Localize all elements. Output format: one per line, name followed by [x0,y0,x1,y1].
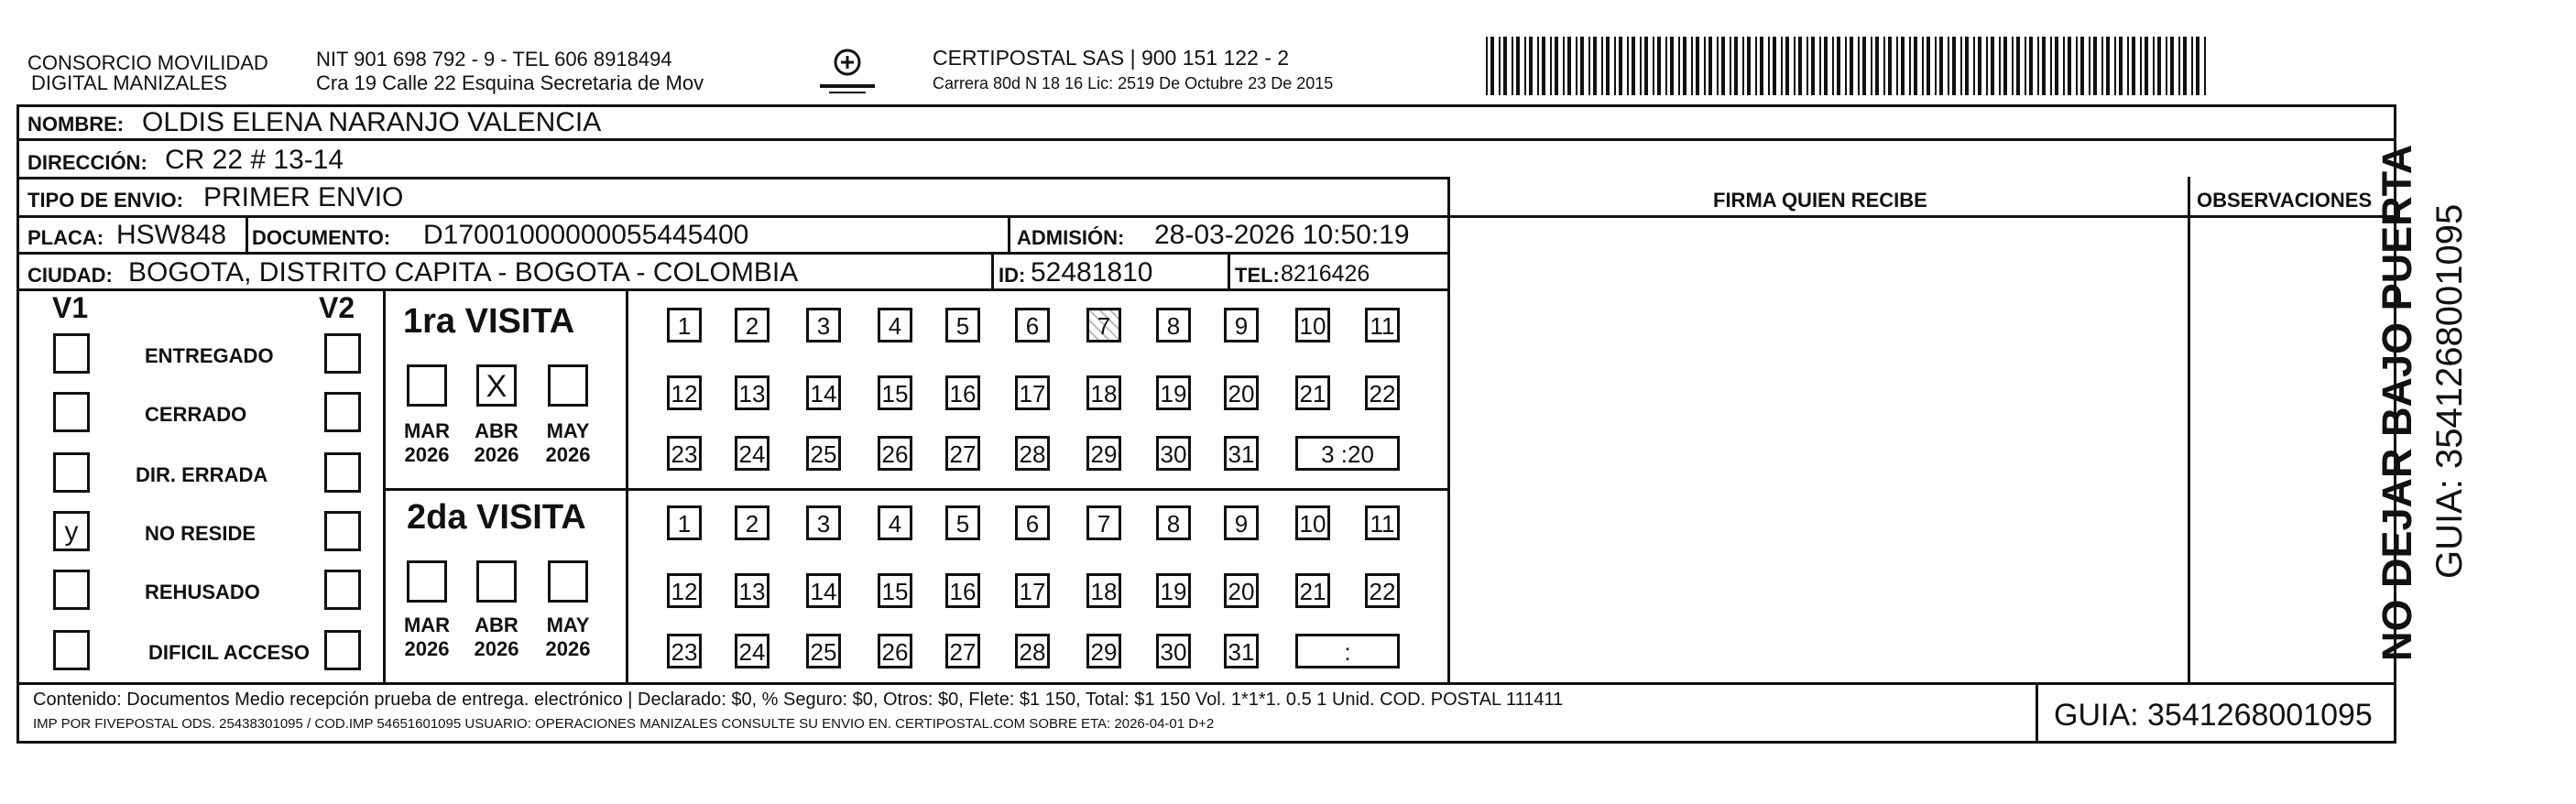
day-box[interactable]: 29 [1086,436,1121,471]
documento-label: DOCUMENTO: [252,226,391,249]
month-checkbox[interactable] [548,560,588,603]
day-box[interactable]: 31 [1224,436,1259,471]
day-box[interactable]: 6 [1015,308,1050,342]
day-box[interactable]: 5 [945,308,980,342]
day-box[interactable]: 26 [878,634,912,668]
placa-value: HSW848 [116,220,227,250]
month-label: MAY [546,419,590,442]
day-box[interactable]: 7 [1086,505,1121,540]
day-box[interactable]: 18 [1086,375,1121,410]
v2-checkbox[interactable] [324,452,361,493]
month-year: 2026 [545,637,591,660]
admision-label: ADMISIÓN: [1017,226,1125,249]
day-box[interactable]: 15 [878,375,912,410]
day-box[interactable]: 28 [1015,634,1050,668]
v1-label: V1 [52,291,89,324]
day-box[interactable]: 10 [1295,505,1330,540]
day-box[interactable]: 22 [1365,375,1400,410]
day-box[interactable]: 12 [667,573,702,608]
day-box[interactable]: 11 [1365,505,1400,540]
day-box[interactable]: 16 [945,573,980,608]
day-box[interactable]: 30 [1156,436,1191,471]
day-box[interactable]: 4 [878,308,912,342]
v2-checkbox[interactable] [324,570,361,610]
day-box[interactable]: 3 [806,308,841,342]
visit2-title: 2da VISITA [407,498,586,537]
day-box[interactable]: 2 [735,505,770,540]
placa-label: PLACA: [27,226,104,249]
time-box[interactable]: : [1295,634,1400,668]
visit1-title: 1ra VISITA [403,302,575,341]
tel-label: TEL: [1235,264,1280,287]
day-box[interactable]: 13 [735,573,770,608]
day-box[interactable]: 28 [1015,436,1050,471]
month-label: ABR [475,614,518,636]
company-nit: NIT 901 698 792 - 9 - TEL 606 8918494 [316,48,672,71]
id-label: ID: [999,264,1026,287]
day-box[interactable]: 25 [806,436,841,471]
month-year: 2026 [404,443,450,466]
month-year: 2026 [474,637,519,660]
day-box[interactable]: 2 [735,308,770,342]
v1-checkbox[interactable]: y [53,511,90,551]
tipo-envio-label: TIPO DE ENVIO: [27,189,183,212]
no-dejar-bajo-puerta: NO DEJAR BAJO PUERTA [2374,144,2420,661]
month-year: 2026 [404,637,450,660]
day-box[interactable]: 15 [878,573,912,608]
certipostal-logo-icon [806,44,889,99]
day-box[interactable]: 4 [878,505,912,540]
v2-checkbox[interactable] [324,333,361,374]
status-option-label: DIFICIL ACCESO [148,641,311,664]
day-box[interactable]: 27 [945,436,980,471]
month-checkbox[interactable] [548,364,588,407]
v1-checkbox[interactable] [53,333,90,374]
day-box[interactable]: 17 [1015,375,1050,410]
day-box[interactable]: 1 [667,308,702,342]
day-box[interactable]: 19 [1156,573,1191,608]
month-label: MAR [403,419,451,442]
time-box[interactable]: 3 :20 [1295,436,1400,471]
v2-checkbox[interactable] [324,392,361,432]
day-box[interactable]: 9 [1224,505,1259,540]
day-box[interactable]: 6 [1015,505,1050,540]
day-box[interactable]: 25 [806,634,841,668]
v1-checkbox[interactable] [53,630,90,670]
status-option-label: DIR. ERRADA [136,463,268,486]
observaciones-label: OBSERVACIONES [2197,189,2373,212]
month-label: MAY [546,614,590,636]
month-label: ABR [475,419,518,442]
id-value: 52481810 [1031,257,1153,288]
ciudad-value: BOGOTA, DISTRITO CAPITA - BOGOTA - COLOMBIA [128,257,799,288]
v1-checkbox[interactable] [53,392,90,432]
day-box[interactable]: 20 [1224,375,1259,410]
side-guia: GUIA: 3541268001095 [2429,203,2470,579]
certipostal-address: Carrera 80d N 18 16 Lic: 2519 De Octubre 23 De 2015 [933,74,1334,92]
month-label: MAR [403,614,451,636]
month-checkbox[interactable] [407,364,447,407]
v2-checkbox[interactable] [324,630,361,670]
admision-value: 28-03-2026 10:50:19 [1154,220,1410,250]
day-box[interactable]: 17 [1015,573,1050,608]
direccion-value: CR 22 # 13-14 [165,145,344,175]
status-option-label: NO RESIDE [145,522,257,545]
day-box[interactable]: 29 [1086,634,1121,668]
day-box[interactable]: 24 [735,436,770,471]
month-year: 2026 [474,443,519,466]
v2-checkbox[interactable] [324,511,361,551]
day-box[interactable]: 31 [1224,634,1259,668]
v1-checkbox[interactable] [53,570,90,610]
status-option-label: ENTREGADO [145,344,274,367]
footer-imp: IMP POR FIVEPOSTAL ODS. 25438301095 / COD.IMP 54651601095 USUARIO: OPERACIONES MANIZALES CONSULTE SU ENVIO EN. CERTIPOSTAL.COM SOBRE ETA: 2026-04-01 D+2 [33,716,1215,732]
company-name-line1: CONSORCIO MOVILIDAD [27,51,268,74]
day-box[interactable]: 10 [1295,308,1330,342]
day-box[interactable]: 14 [806,573,841,608]
day-box[interactable]: 22 [1365,573,1400,608]
day-box[interactable]: 11 [1365,308,1400,342]
day-box[interactable]: 24 [735,634,770,668]
day-box[interactable]: 23 [667,436,702,471]
tipo-envio-value: PRIMER ENVIO [203,182,404,212]
v1-checkbox[interactable] [53,452,90,493]
month-year: 2026 [545,443,591,466]
day-box[interactable]: 5 [945,505,980,540]
day-box[interactable]: 1 [667,505,702,540]
day-box[interactable]: 12 [667,375,702,410]
day-box[interactable]: 3 [806,505,841,540]
company-address: Cra 19 Calle 22 Esquina Secretaria de Mov [316,71,704,94]
footer-contenido: Contenido: Documentos Medio recepción prueba de entrega. electrónico | Declarado: $0, % Seguro: $0, Otros: $0, Flete: $1 150, Total: $1 150 Vol. 1*1*1. 0.5 1 Unid. COD. POSTAL 111411 [33,690,1564,710]
day-box[interactable]: 7 [1086,308,1121,342]
day-box[interactable]: 19 [1156,375,1191,410]
firma-label: FIRMA QUIEN RECIBE [1713,189,1927,212]
status-option-label: CERRADO [145,403,247,426]
company-name-line2: DIGITAL MANIZALES [31,71,227,94]
day-box[interactable]: 9 [1224,308,1259,342]
day-box[interactable]: 26 [878,436,912,471]
barcode [1486,37,2211,95]
status-option-label: REHUSADO [145,581,260,603]
v2-label: V2 [319,291,355,324]
day-box[interactable]: 21 [1295,375,1330,410]
footer-guia: GUIA: 3541268001095 [2054,698,2373,733]
day-box[interactable]: 20 [1224,573,1259,608]
day-box[interactable]: 18 [1086,573,1121,608]
tel-value: 8216426 [1281,261,1370,287]
day-box[interactable]: 13 [735,375,770,410]
day-box[interactable]: 8 [1156,505,1191,540]
ciudad-label: CIUDAD: [27,264,113,287]
month-checkbox[interactable] [476,560,517,603]
nombre-value: OLDIS ELENA NARANJO VALENCIA [142,107,602,137]
nombre-label: NOMBRE: [27,113,125,136]
day-box[interactable]: 16 [945,375,980,410]
documento-value: D17001000000055445400 [423,220,749,250]
month-checkbox[interactable]: X [476,364,517,407]
day-box[interactable]: 23 [667,634,702,668]
month-checkbox[interactable] [407,560,447,603]
day-box[interactable]: 14 [806,375,841,410]
day-box[interactable]: 21 [1295,573,1330,608]
certipostal-name: CERTIPOSTAL SAS | 900 151 122 - 2 [933,46,1290,70]
day-box[interactable]: 30 [1156,634,1191,668]
day-box[interactable]: 27 [945,634,980,668]
direccion-label: DIRECCIÓN: [27,151,147,174]
day-box[interactable]: 8 [1156,308,1191,342]
